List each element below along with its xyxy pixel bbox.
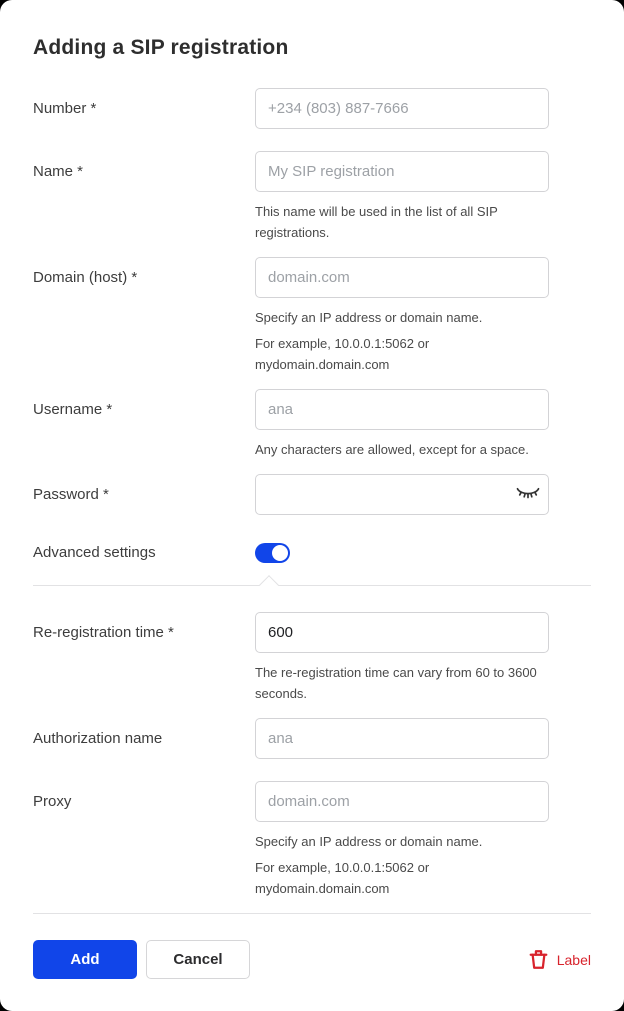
add-button[interactable]: Add (33, 940, 137, 979)
field-row-authorization-name (33, 718, 591, 759)
field-row-advanced-settings (33, 543, 591, 563)
field-row-password (33, 474, 591, 515)
dialog-footer (33, 940, 591, 979)
advanced-section-divider (33, 585, 591, 586)
toggle-knob (272, 545, 288, 561)
toggle-password-visibility-button[interactable] (516, 487, 540, 503)
field-row-number (33, 88, 591, 129)
proxy-label: Proxy (33, 793, 72, 810)
delete-label-text: Label (556, 951, 591, 968)
username-helper: Any characters are allowed, except for a space. (255, 442, 529, 457)
password-label: Password * (33, 486, 109, 503)
delete-label-link[interactable] (529, 949, 591, 970)
domain-label: Domain (host) * (33, 269, 138, 286)
field-row-domain (33, 257, 591, 375)
number-input[interactable] (255, 88, 549, 129)
trash-icon (529, 949, 548, 970)
advanced-settings-toggle[interactable] (255, 543, 290, 563)
footer-divider (33, 913, 591, 914)
name-input[interactable] (255, 151, 549, 192)
name-label: Name * (33, 163, 84, 180)
proxy-input[interactable] (255, 781, 549, 822)
proxy-helper: Specify an IP address or domain name. For example, 10.0.0.1:5062 or mydomain.domain.com (255, 834, 483, 896)
domain-input[interactable] (255, 257, 549, 298)
reregistration-time-helper: The re-registration time can vary from 60 to 3600 seconds. (255, 665, 537, 701)
field-row-reregistration-time (33, 612, 591, 704)
username-label: Username * (33, 401, 113, 418)
divider-notch-icon (259, 575, 279, 595)
domain-helper: Specify an IP address or domain name. For example, 10.0.0.1:5062 or mydomain.domain.com (255, 310, 483, 372)
page-title: Adding a SIP registration (33, 36, 289, 59)
authorization-name-label: Authorization name (33, 730, 163, 747)
cancel-button[interactable]: Cancel (146, 940, 250, 979)
username-input[interactable] (255, 389, 549, 430)
field-row-proxy (33, 781, 591, 899)
advanced-settings-label: Advanced settings (33, 544, 156, 561)
name-helper: This name will be used in the list of all SIP registrations. (255, 204, 498, 240)
password-input[interactable] (255, 474, 549, 515)
authorization-name-input[interactable] (255, 718, 549, 759)
field-row-username (33, 389, 591, 460)
reregistration-time-input[interactable] (255, 612, 549, 653)
reregistration-time-label: Re-registration time * (33, 624, 174, 641)
eye-closed-icon (516, 487, 540, 503)
number-label: Number * (33, 100, 97, 117)
field-row-name (33, 151, 591, 243)
